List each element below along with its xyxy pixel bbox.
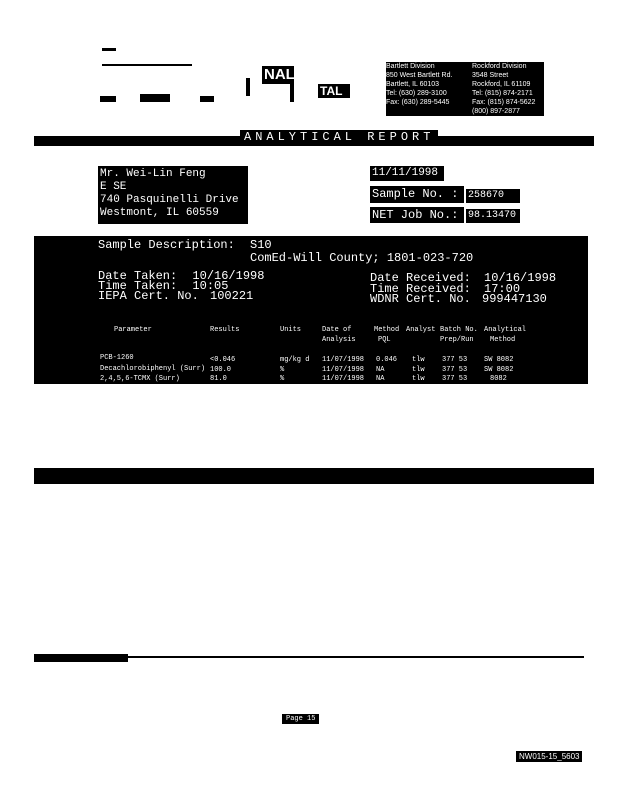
client-dept: E SE bbox=[100, 181, 127, 193]
cell-method: 8082 bbox=[490, 375, 507, 383]
col-batch-2: Prep/Run bbox=[440, 336, 474, 344]
cell-batch: 377 53 bbox=[442, 366, 468, 374]
job-no-value: 98.13470 bbox=[466, 209, 520, 223]
address-line: 3548 Street bbox=[472, 72, 509, 79]
col-analyst: Analyst bbox=[406, 326, 436, 334]
logo-mark-nal: NAL bbox=[264, 66, 295, 83]
cell-date: 11/07/1998 bbox=[322, 366, 365, 374]
col-results: Results bbox=[210, 326, 240, 334]
col-parameter: Parameter bbox=[114, 326, 152, 334]
cell-date: 11/07/1998 bbox=[322, 375, 365, 383]
client-name: Mr. Wei-Lin Feng bbox=[100, 168, 206, 180]
cell-method: SW 8082 bbox=[484, 356, 514, 364]
cell-parameter: Decachlorobiphenyl (Surr) bbox=[100, 365, 206, 373]
cell-parameter: PCB-1260 bbox=[100, 354, 134, 362]
time-taken-label: Time Taken: bbox=[98, 279, 178, 293]
date-taken-label: Date Taken: bbox=[98, 269, 178, 283]
address-line: Tel: (815) 874-2171 bbox=[472, 90, 533, 97]
client-city: Westmont, IL 60559 bbox=[100, 207, 219, 219]
document-id: NW015-15_5603 bbox=[516, 751, 582, 762]
iepa-cert-label: IEPA Cert. No. bbox=[98, 289, 199, 303]
footer-rule bbox=[34, 656, 584, 658]
iepa-cert-value: 100221 bbox=[210, 289, 254, 303]
cell-pql: NA bbox=[376, 366, 385, 374]
time-taken-value: 10:05 bbox=[192, 279, 229, 293]
date-received-value: 10/16/1998 bbox=[484, 271, 557, 285]
cell-pql: 0.046 bbox=[376, 356, 398, 364]
page-number: Page 15 bbox=[282, 714, 319, 724]
company-logo bbox=[100, 44, 370, 122]
cell-result: <0.046 bbox=[210, 356, 236, 364]
address-line: Tel: (630) 289-3100 bbox=[386, 90, 447, 97]
address-line: Rockford, IL 61109 bbox=[472, 81, 531, 88]
cell-batch: 377 53 bbox=[442, 356, 468, 364]
cell-units: mg/kg d bbox=[280, 356, 310, 364]
report-title: ANALYTICAL REPORT bbox=[240, 130, 438, 144]
col-date-2: Analysis bbox=[322, 336, 356, 344]
wdnr-cert-value: 999447130 bbox=[482, 292, 547, 306]
cell-result: 100.0 bbox=[210, 366, 232, 374]
col-batch: Batch No. bbox=[440, 326, 478, 334]
time-received-value: 17:00 bbox=[484, 282, 521, 296]
section-divider-bar bbox=[34, 468, 594, 484]
sample-no-label: Sample No. : bbox=[370, 186, 464, 203]
cell-analyst: tlw bbox=[412, 375, 425, 383]
col-analytical-2: Method bbox=[490, 336, 516, 344]
client-street: 740 Pasquinelli Drive bbox=[100, 194, 239, 206]
date-received-label: Date Received: bbox=[370, 271, 471, 285]
time-received-label: Time Received: bbox=[370, 282, 471, 296]
cell-method: SW 8082 bbox=[484, 366, 514, 374]
address-line: Rockford Division bbox=[472, 63, 527, 70]
cell-result: 81.0 bbox=[210, 375, 227, 383]
report-date: 11/11/1998 bbox=[370, 166, 444, 181]
cell-batch: 377 53 bbox=[442, 375, 468, 383]
col-method: Method bbox=[374, 326, 400, 334]
address-line: Bartlett, IL 60103 bbox=[386, 81, 440, 88]
logo-mark-tal: TAL bbox=[318, 84, 350, 98]
date-taken-value: 10/16/1998 bbox=[192, 269, 265, 283]
cell-parameter: 2,4,5,6-TCMX (Surr) bbox=[100, 375, 180, 383]
address-line: 850 West Bartlett Rd. bbox=[386, 72, 453, 79]
iepa-cert bbox=[98, 290, 253, 303]
sample-description-label: Sample Description: bbox=[98, 238, 235, 252]
col-pql: PQL bbox=[378, 336, 391, 344]
wdnr-cert bbox=[370, 293, 547, 306]
address-line: (800) 897-2877 bbox=[472, 108, 520, 115]
col-date: Date of bbox=[322, 326, 352, 334]
rockford-division-address bbox=[470, 62, 544, 116]
sample-no-value: 258670 bbox=[466, 189, 520, 203]
wdnr-cert-label: WDNR Cert. No. bbox=[370, 292, 471, 306]
cell-analyst: tlw bbox=[412, 366, 425, 374]
sample-description-id: S10 bbox=[250, 238, 272, 252]
col-analytical: Analytical bbox=[484, 326, 527, 334]
address-line: Bartlett Division bbox=[386, 63, 435, 70]
job-no-label: NET Job No.: bbox=[370, 207, 464, 223]
cell-date: 11/07/1998 bbox=[322, 356, 365, 364]
cell-analyst: tlw bbox=[412, 356, 425, 364]
address-line: Fax: (630) 289-5445 bbox=[386, 99, 450, 106]
col-units: Units bbox=[280, 326, 302, 334]
cell-units: % bbox=[280, 375, 285, 383]
client-address bbox=[98, 166, 248, 224]
cell-units: % bbox=[280, 366, 285, 374]
sample-description-site: ComEd-Will County; 1801-023-720 bbox=[250, 251, 474, 265]
address-line: Fax: (815) 874-5622 bbox=[472, 99, 536, 106]
cell-pql: NA bbox=[376, 375, 385, 383]
